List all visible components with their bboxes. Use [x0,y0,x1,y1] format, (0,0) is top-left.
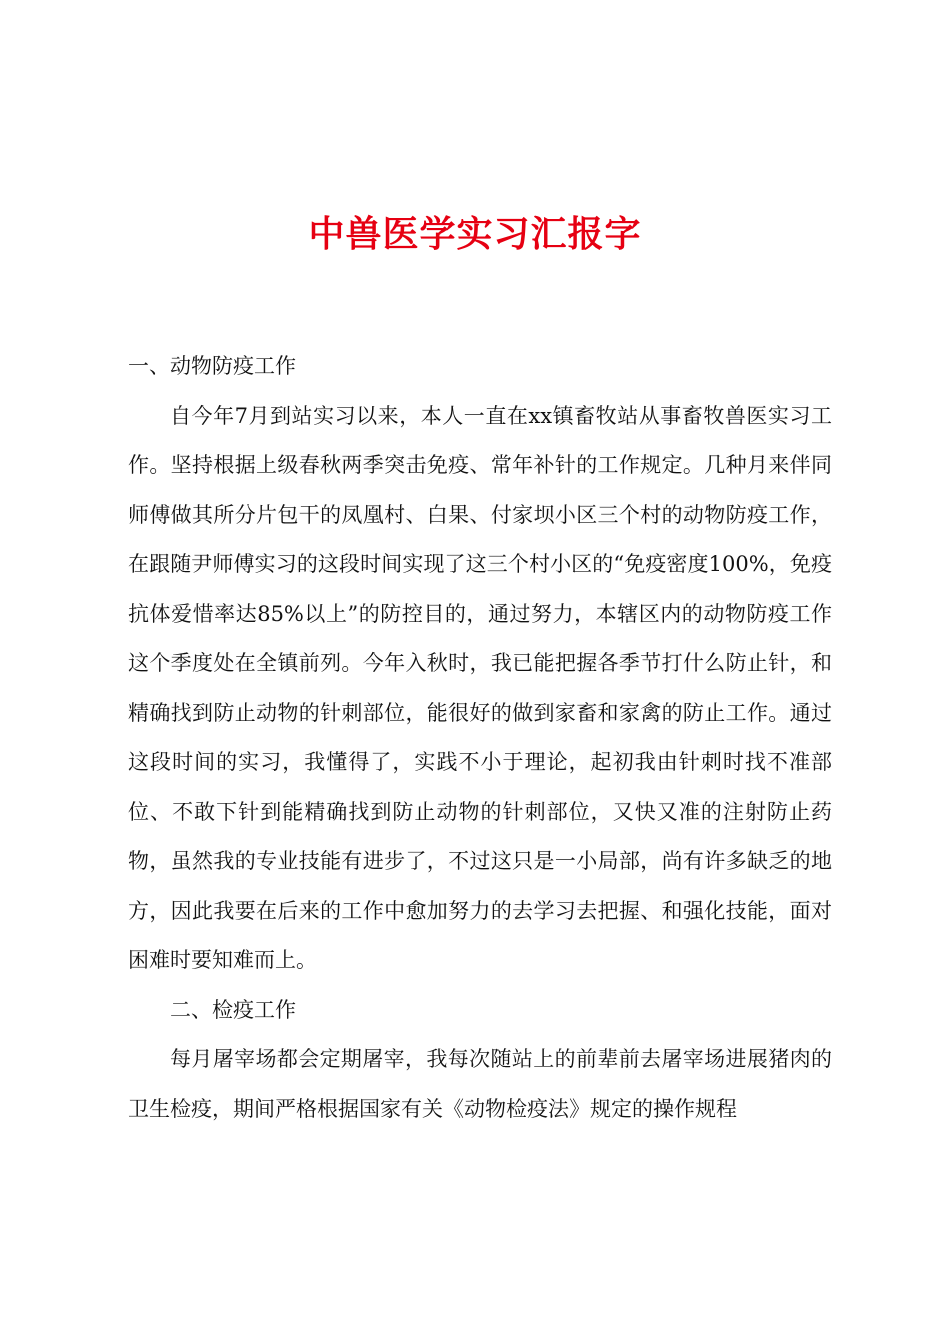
document-title: 中兽医学实习汇报字 [308,213,642,255]
paragraph-quarantine: 每月屠宰场都会定期屠宰，我每次随站上的前辈前去屠宰场进展猪肉的卫生检疫，期间严格根据国家有关《动物检疫法》规定的操作规程 [128,1047,832,1121]
section-heading-animal-epidemic-prevention: 一、动物防疫工作 [128,354,296,378]
section-heading-quarantine: 二、检疫工作 [170,997,296,1022]
paragraph-animal-epidemic-prevention: 自今年7月到站实习以来，本人一直在xx镇畜牧站从事畜牧兽医实习工作。坚持根据上级春秋两季突击免疫、常年补针的工作规定。几种月来伴同师傅做其所分片包干的凤凰村、白果、付家坝小区三个村的动物防疫工作，在跟随尹师傅实习的这段时间实现了这三个村小区的“免疫密度100%，免疫抗体爱惜率达85%以上”的防控目的，通过努力，本辖区内的动物防疫工作这个季度处在全镇前列。今年入秋时，我已能把握各季节打什么防止针，和精确找到防止动物的针刺部位，能很好的做到家畜和家禽的防止工作。通过这段时间的实习，我懂得了，实践不小于理论，起初我由针刺时找不准部位、不敢下针到能精确找到防止动物的针刺部位，又快又准的注射防止药物，虽然我的专业技能有进步了，不过这只是一小局部，尚有许多缺乏的地方，因此我要在后来的工作中愈加努力的去学习去把握、和强化技能，面对困难时要知难而上。 [128,403,832,972]
document-body [128,342,832,1134]
